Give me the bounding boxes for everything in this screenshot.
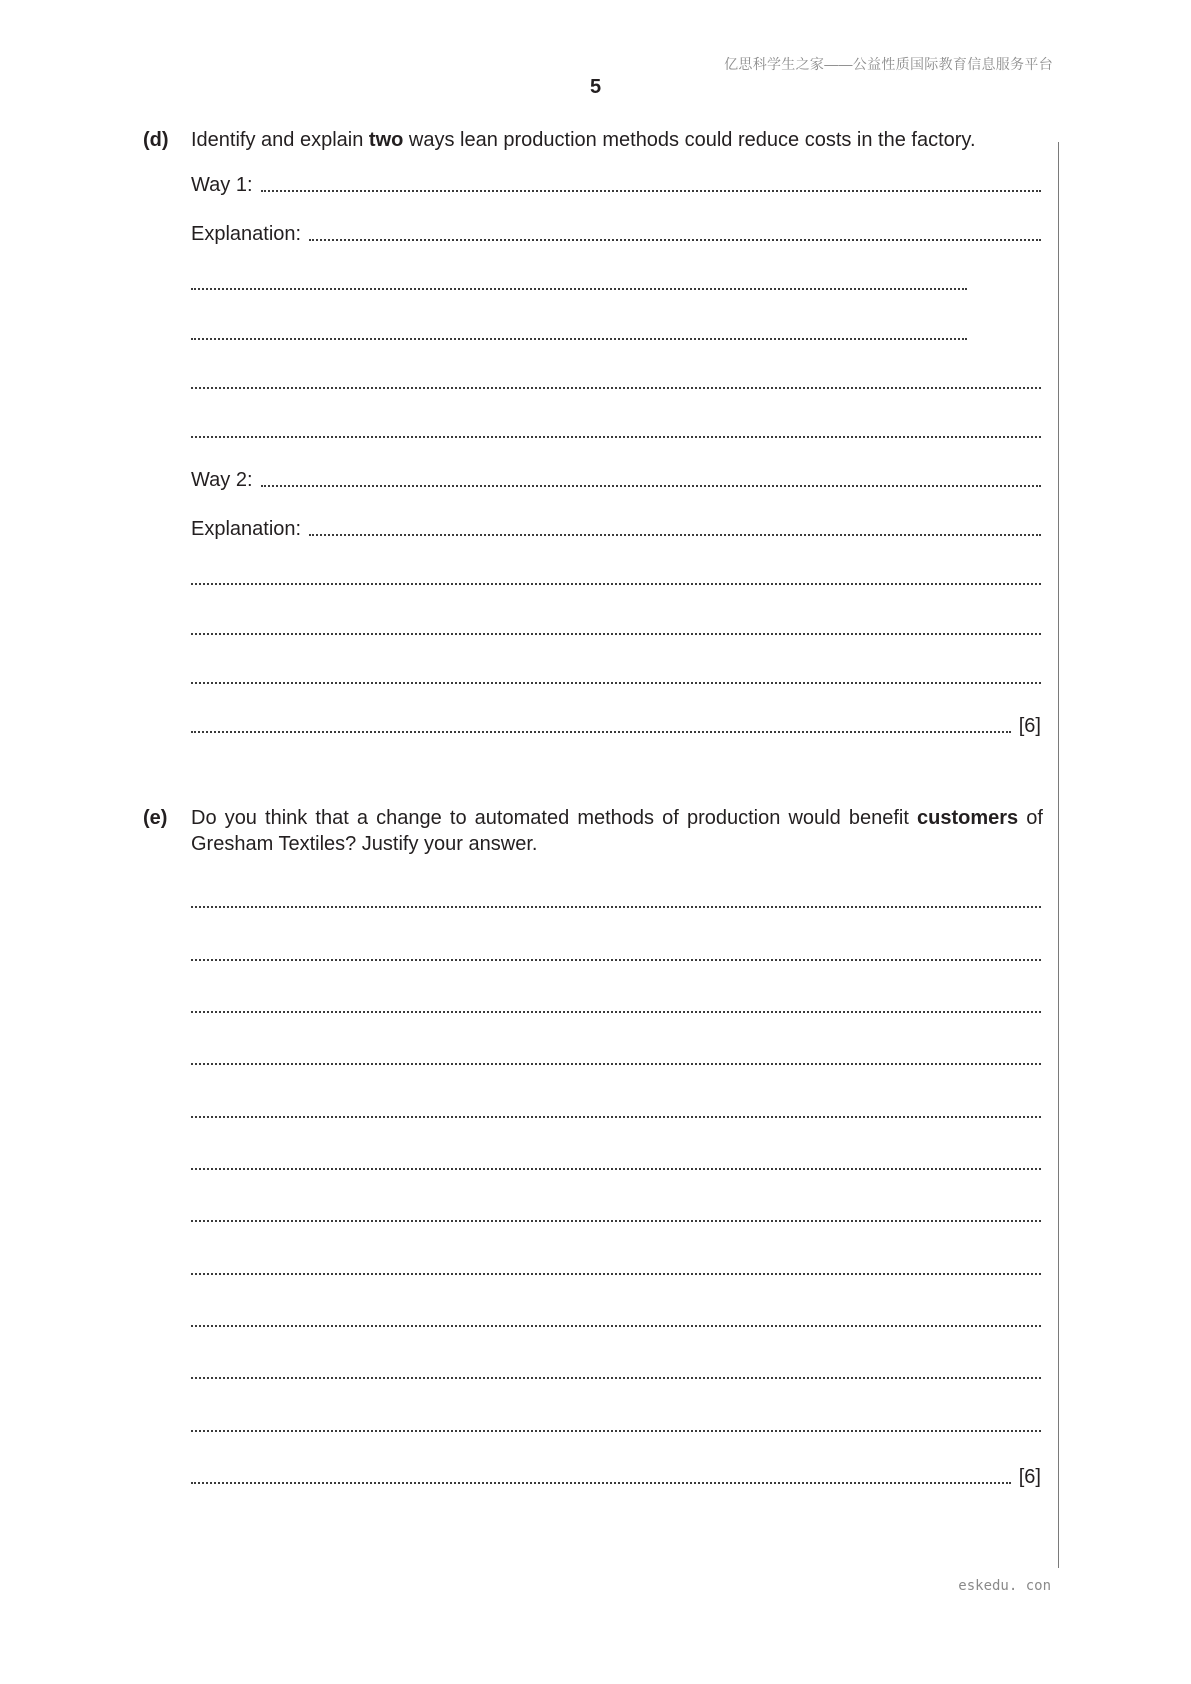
answer-line[interactable] — [191, 941, 1041, 967]
question-d-text — [191, 127, 1043, 153]
dotted-line — [191, 583, 1041, 585]
answer-line[interactable] — [191, 615, 1041, 641]
answer-line[interactable] — [191, 993, 1041, 1019]
answer-line[interactable] — [191, 1202, 1041, 1228]
question-d-text-before: Identify and explain — [191, 129, 369, 151]
dotted-line — [191, 959, 1041, 961]
question-d-marks: [6] — [1018, 715, 1041, 737]
dotted-line — [191, 906, 1041, 908]
dotted-line — [191, 288, 967, 290]
answer-line[interactable] — [191, 320, 1041, 346]
question-e-text-bold: customers — [917, 807, 1019, 829]
answer-line[interactable] — [191, 270, 1041, 296]
dotted-line — [261, 485, 1042, 487]
answer-line[interactable] — [191, 1307, 1041, 1333]
answer-line-explanation2[interactable] — [191, 516, 1041, 542]
question-e-marks: [6] — [1018, 1466, 1041, 1488]
answer-line-final-e[interactable] — [191, 1464, 1041, 1490]
dotted-line — [191, 436, 1041, 438]
dotted-line — [191, 1116, 1041, 1118]
answer-line[interactable] — [191, 1359, 1041, 1385]
header-watermark: 亿思科学生之家——公益性质国际教育信息服务平台 — [724, 56, 1053, 72]
page-number: 5 — [589, 76, 602, 98]
dotted-line — [191, 1011, 1041, 1013]
dotted-line — [191, 1273, 1041, 1275]
question-e-text-before: Do you think that a change to automated methods of production would benefit — [191, 807, 918, 829]
answer-line[interactable] — [191, 1098, 1041, 1124]
dotted-line — [191, 387, 1041, 389]
question-e — [143, 805, 1043, 857]
answer-line[interactable] — [191, 369, 1041, 395]
dotted-line — [191, 1325, 1041, 1327]
dotted-line — [191, 338, 967, 340]
question-e-text-after: of Gresham Textiles? Justify your answer. — [191, 807, 1043, 855]
footer-watermark: eskedu. con — [958, 1578, 1051, 1594]
dotted-line — [309, 239, 1041, 241]
dotted-line — [191, 1168, 1041, 1170]
answer-line[interactable] — [191, 418, 1041, 444]
dotted-line — [191, 633, 1041, 635]
margin-rule — [1058, 142, 1059, 1568]
dotted-line — [191, 1482, 1011, 1484]
answer-line[interactable] — [191, 664, 1041, 690]
question-d-label: (d) — [143, 129, 169, 151]
answer-line-way1[interactable] — [191, 172, 1041, 198]
answer-line-final-d[interactable] — [191, 713, 1041, 739]
explanation1-label: Explanation: — [191, 223, 302, 245]
answer-line[interactable] — [191, 1045, 1041, 1071]
dotted-line — [191, 731, 1011, 733]
dotted-line — [191, 1430, 1041, 1432]
dotted-line — [309, 534, 1041, 536]
dotted-line — [191, 1220, 1041, 1222]
dotted-line — [261, 190, 1042, 192]
question-d-text-bold: two — [368, 129, 404, 151]
explanation2-label: Explanation: — [191, 518, 302, 540]
question-e-text — [191, 805, 1043, 857]
question-d — [143, 127, 1043, 153]
question-d-text-after: ways lean production methods could reduce costs in the factory. — [403, 129, 976, 151]
answer-line-explanation1[interactable] — [191, 221, 1041, 247]
dotted-line — [191, 1063, 1041, 1065]
answer-line[interactable] — [191, 1150, 1041, 1176]
way2-label: Way 2: — [191, 469, 253, 491]
question-e-label: (e) — [143, 807, 168, 829]
answer-line[interactable] — [191, 1412, 1041, 1438]
answer-line[interactable] — [191, 1255, 1041, 1281]
answer-line[interactable] — [191, 565, 1041, 591]
way1-label: Way 1: — [191, 174, 253, 196]
answer-line[interactable] — [191, 888, 1041, 914]
dotted-line — [191, 1377, 1041, 1379]
answer-line-way2[interactable] — [191, 467, 1041, 493]
dotted-line — [191, 682, 1041, 684]
